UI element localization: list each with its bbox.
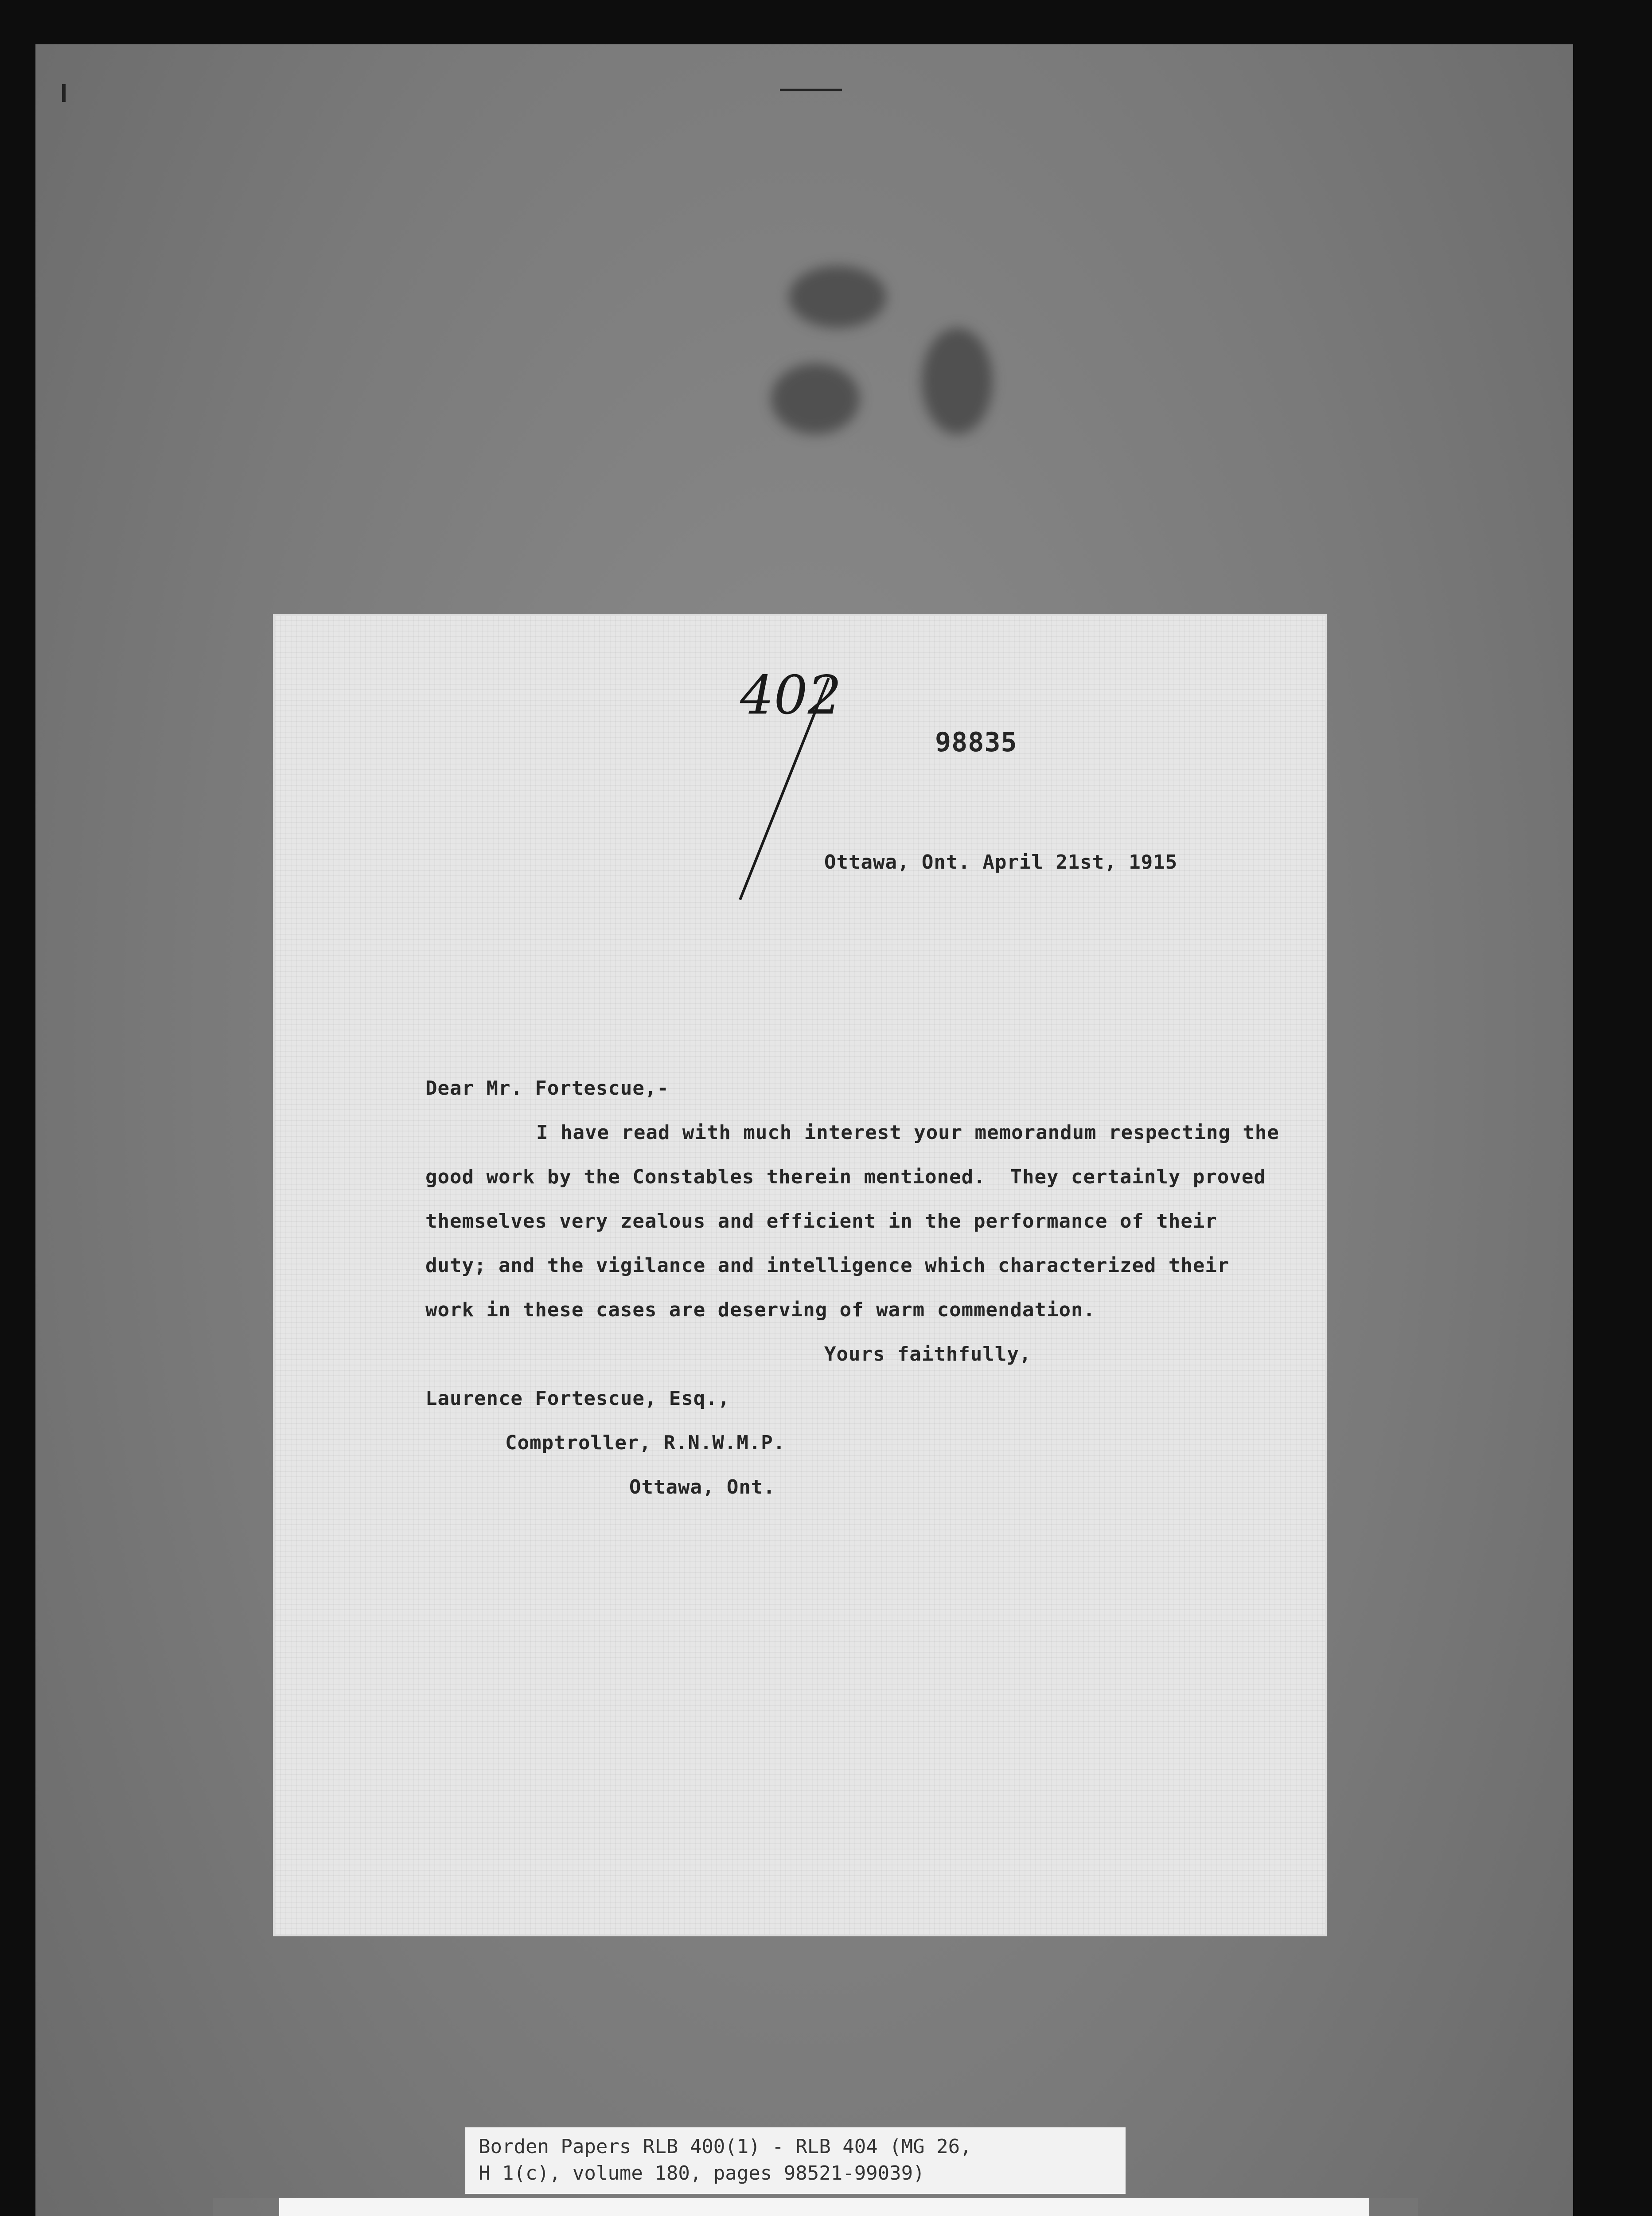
film-smudge — [789, 266, 886, 328]
body-line: duty; and the vigilance and intelligence which characterized their — [425, 1254, 1230, 1277]
address-line: Comptroller, R.N.W.M.P. — [505, 1432, 786, 1454]
frame-corner-mark — [62, 84, 66, 102]
letter-page — [275, 616, 1325, 1935]
reference-line: Borden Papers RLB 400(1) - RLB 404 (MG 26, — [479, 2135, 972, 2158]
film-smudge — [771, 363, 860, 434]
body-line: I have read with much interest your memorandum respecting the — [536, 1121, 1279, 1144]
closing: Yours faithfully, — [824, 1343, 1032, 1365]
body-line: work in these cases are deserving of warm commendation. — [425, 1299, 1095, 1321]
address-line: Ottawa, Ont. — [629, 1476, 775, 1498]
dateline: Ottawa, Ont. April 21st, 1915 — [824, 851, 1178, 874]
film-smudge — [922, 328, 993, 434]
archives-stamp — [279, 2198, 1369, 2216]
body-line: good work by the Constables therein mentioned. They certainly proved — [425, 1166, 1266, 1188]
handwritten-slash — [736, 674, 833, 904]
handwritten-folio-number: 402 — [740, 665, 842, 726]
body-line: themselves very zealous and efficient in the performance of their — [425, 1210, 1217, 1233]
address-line: Laurence Fortescue, Esq., — [425, 1387, 730, 1410]
reference-label — [465, 2127, 1126, 2194]
frame-top-mark — [780, 89, 842, 91]
document-number: 98835 — [935, 727, 1017, 758]
reference-line: H 1(c), volume 180, pages 98521-99039) — [479, 2162, 925, 2185]
salutation: Dear Mr. Fortescue,- — [425, 1077, 669, 1100]
